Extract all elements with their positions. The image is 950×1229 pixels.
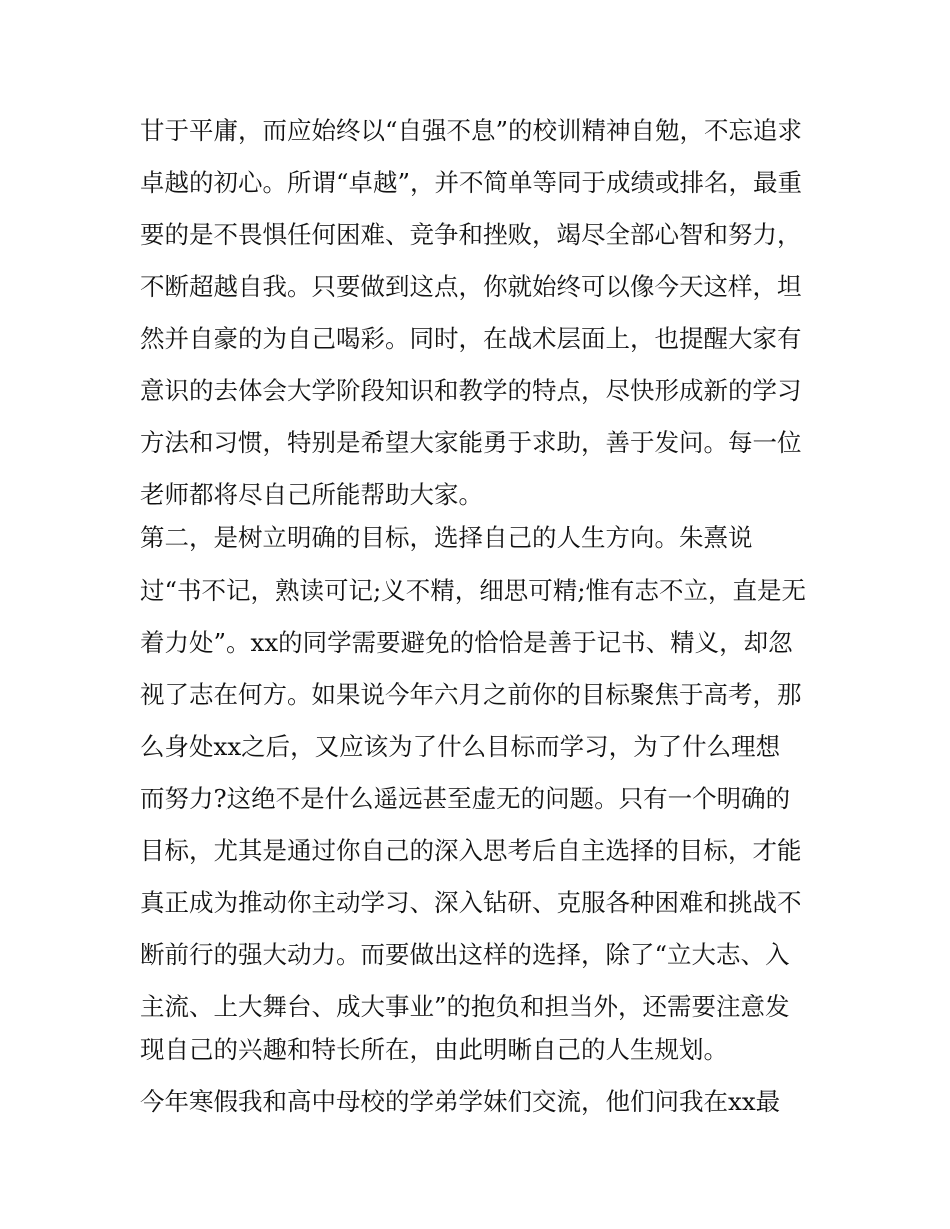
text-line: 着力处”。xx的同学需要避免的恰恰是善于记书、精义，却忽 — [140, 628, 793, 657]
text-line: 而努力?这绝不是什么遥远甚至虚无的问题。只有一个明确的 — [140, 784, 791, 813]
text-line: 不断超越自我。只要做到这点，你就始终可以像今天这样，坦 — [140, 272, 802, 301]
text-line: 断前行的强大动力。而要做出这样的选择，除了“立大志、入 — [140, 940, 790, 969]
text-line: 视了志在何方。如果说今年六月之前你的目标聚焦于高考，那 — [140, 680, 802, 709]
text-line: 然并自豪的为自己喝彩。同时，在战术层面上，也提醒大家有 — [140, 324, 802, 353]
text-line: 目标，尤其是通过你自己的深入思考后自主选择的目标，才能 — [140, 836, 802, 865]
text-line: 要的是不畏惧任何困难、竞争和挫败，竭尽全部心智和努力， — [140, 220, 802, 249]
text-line: 甘于平庸，而应始终以“自强不息”的校训精神自勉，不忘追求 — [140, 116, 803, 145]
text-line: 方法和习惯，特别是希望大家能勇于求助，善于发问。每一位 — [140, 428, 802, 457]
text-line: 老师都将尽自己所能帮助大家。 — [140, 480, 483, 509]
text-line: 卓越的初心。所谓“卓越”，并不简单等同于成绩或排名，最重 — [140, 168, 803, 197]
text-line: 么身处xx之后，又应该为了什么目标而学习，为了什么理想 — [140, 732, 781, 761]
text-line: 主流、上大舞台、成大事业”的抱负和担当外，还需要注意发 — [140, 992, 790, 1021]
text-line: 真正成为推动你主动学习、深入钻研、克服各种困难和挑战不 — [140, 888, 802, 917]
text-line: 今年寒假我和高中母校的学弟学妹们交流，他们问我在xx最 — [140, 1087, 781, 1116]
text-line: 过“书不记，熟读可记;义不精，细思可精;惟有志不立，直是无 — [140, 576, 807, 605]
text-line: 现自己的兴趣和特长所在，由此明晰自己的人生规划。 — [140, 1035, 728, 1064]
text-line: 第二，是树立明确的目标，选择自己的人生方向。朱熹说 — [140, 523, 753, 552]
text-line: 意识的去体会大学阶段知识和教学的特点，尽快形成新的学习 — [140, 376, 802, 405]
